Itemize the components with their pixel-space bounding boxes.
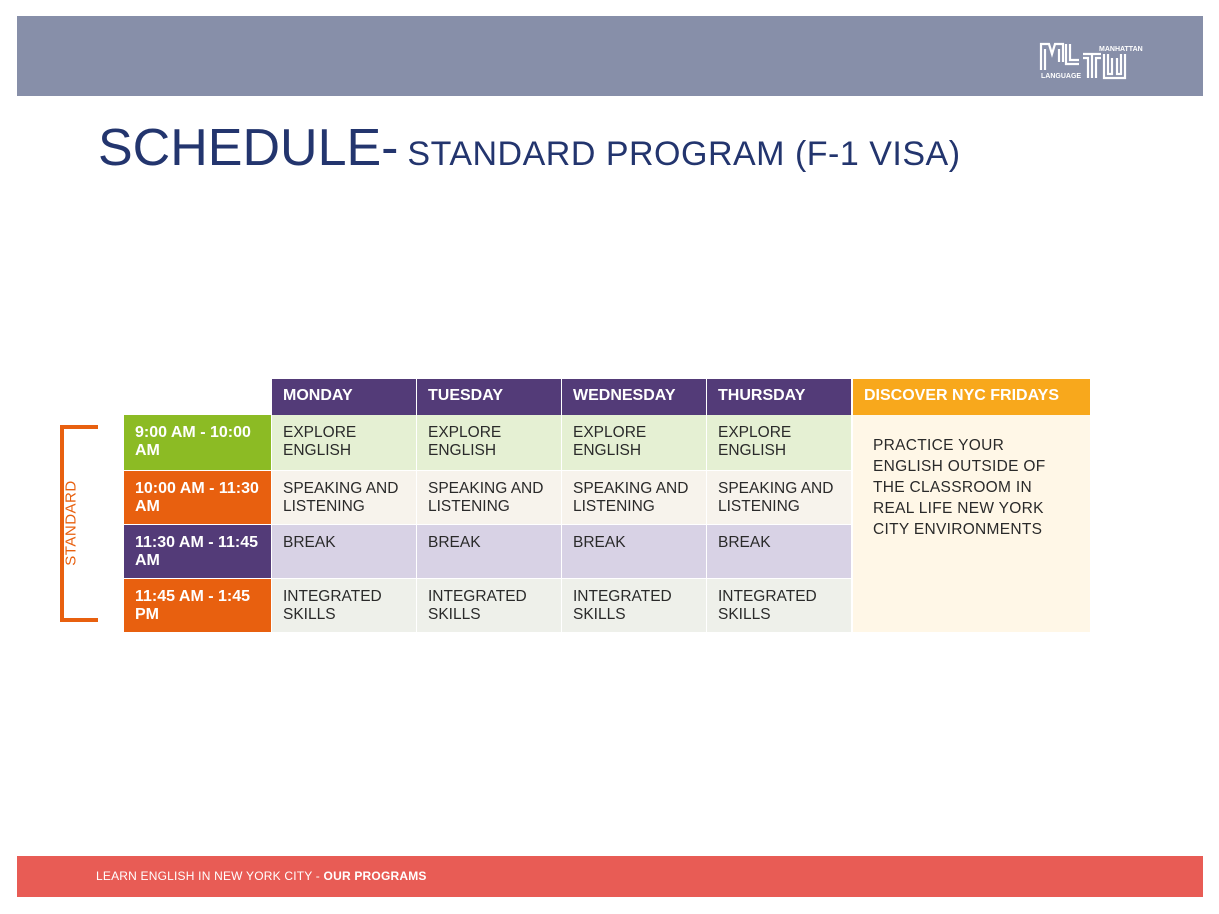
activity-cell: BREAK [272,525,416,578]
logo-word-top: MANHATTAN [1099,46,1143,53]
activity-cell: EXPLORE ENGLISH [707,415,851,470]
footer-link-our-programs[interactable]: OUR PROGRAMS [323,869,427,883]
page-title [98,119,961,177]
time-slot-cell: 9:00 AM - 10:00 AM [124,415,271,470]
activity-cell: BREAK [417,525,561,578]
activity-cell: SPEAKING AND LISTENING [272,471,416,524]
page-title-sub: STANDARD PROGRAM (F-1 VISA) [407,135,961,173]
footer-text [96,869,427,883]
activity-cell: SPEAKING AND LISTENING [562,471,706,524]
activity-cell: INTEGRATED SKILLS [707,579,851,632]
footer-bar [17,856,1203,897]
footer-text-prefix: LEARN ENGLISH IN NEW YORK CITY - [96,869,324,883]
time-slot-cell: 11:30 AM - 11:45 AM [124,525,271,578]
activity-cell: INTEGRATED SKILLS [417,579,561,632]
activity-cell: SPEAKING AND LISTENING [417,471,561,524]
day-header-thursday: THURSDAY [707,379,851,415]
activity-cell: EXPLORE ENGLISH [562,415,706,470]
activity-cell: INTEGRATED SKILLS [272,579,416,632]
day-header-wednesday: WEDNESDAY [562,379,706,415]
day-header-monday: MONDAY [272,379,416,415]
activity-cell: SPEAKING AND LISTENING [707,471,851,524]
activity-cell: BREAK [707,525,851,578]
activity-cell: EXPLORE ENGLISH [272,415,416,470]
activity-cell: BREAK [562,525,706,578]
day-header-tuesday: TUESDAY [417,379,561,415]
logo-word-bottom: LANGUAGE [1041,73,1082,80]
time-slot-cell: 11:45 AM - 1:45 PM [124,579,271,632]
header-bar [17,16,1203,96]
friday-header: DISCOVER NYC FRIDAYS [853,379,1090,415]
activity-cell: INTEGRATED SKILLS [562,579,706,632]
activity-cell: EXPLORE ENGLISH [417,415,561,470]
friday-description: PRACTICE YOUR ENGLISH OUTSIDE OF THE CLASSROOM IN REAL LIFE NEW YORK CITY ENVIRONMENTS [853,415,1090,632]
page-title-main: SCHEDULE- [98,119,399,177]
program-label-text: STANDARD [62,480,80,566]
time-slot-cell: 10:00 AM - 11:30 AM [124,471,271,524]
manhattan-language-logo [1039,40,1143,80]
